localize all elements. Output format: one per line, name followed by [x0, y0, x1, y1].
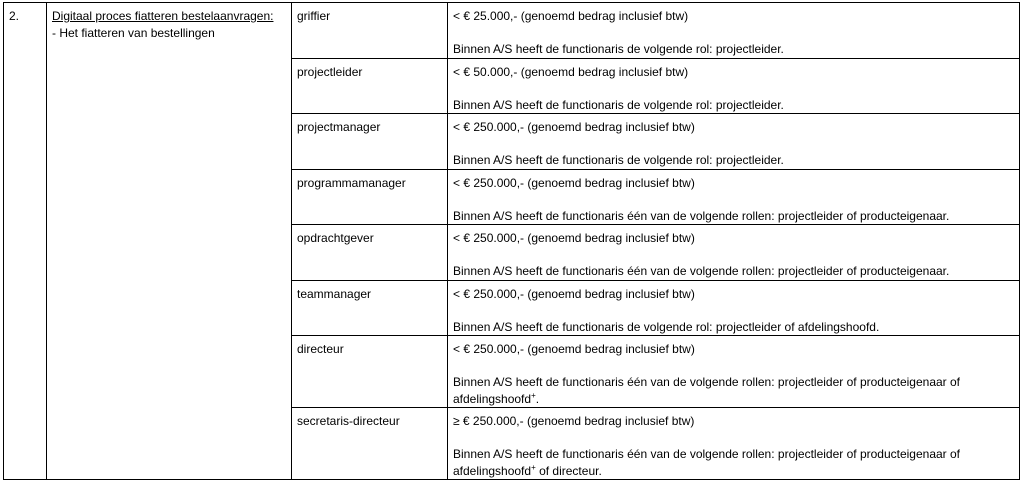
role-note: Binnen A/S heeft de functionaris één van de volgende rollen: projectleider of producteigenaar. — [453, 264, 950, 278]
role-note-continued: afdelingshoofd+. — [453, 390, 540, 406]
amount-cell — [448, 58, 1020, 114]
role-note: Binnen A/S heeft de functionaris de volgende rol: projectleider. — [453, 153, 784, 167]
table-row — [4, 3, 1020, 59]
amount-limit: < € 250.000,- (genoemd bedrag inclusief btw) — [453, 231, 695, 245]
mandate-table — [3, 2, 1020, 480]
role-name: secretaris-directeur — [297, 414, 400, 428]
role-note: Binnen A/S heeft de functionaris de volgende rol: projectleider. — [453, 42, 784, 56]
process-subtitle: - Het fiatteren van bestellingen — [52, 25, 215, 40]
role-cell — [292, 408, 448, 480]
role-cell — [292, 280, 448, 336]
amount-limit: < € 250.000,- (genoemd bedrag inclusief btw) — [453, 342, 695, 356]
role-name: projectleider — [297, 64, 363, 79]
amount-limit: < € 50.000,- (genoemd bedrag inclusief btw) — [453, 64, 689, 79]
amount-limit: < € 250.000,- (genoemd bedrag inclusief btw) — [453, 120, 695, 134]
role-cell — [292, 3, 448, 59]
role-cell — [292, 336, 448, 408]
role-name: griffier — [297, 9, 331, 23]
amount-limit: < € 25.000,- (genoemd bedrag inclusief btw) — [453, 9, 689, 23]
role-note: Binnen A/S heeft de functionaris één van de volgende rollen: projectleider of producteigenaar. — [453, 208, 950, 223]
amount-cell — [448, 408, 1020, 480]
amount-cell — [448, 280, 1020, 336]
amount-limit: < € 250.000,- (genoemd bedrag inclusief btw) — [453, 175, 695, 190]
amount-cell — [448, 3, 1020, 59]
amount-limit: ≥ € 250.000,- (genoemd bedrag inclusief btw) — [453, 414, 695, 428]
role-name: teammanager — [297, 286, 372, 301]
amount-cell — [448, 225, 1020, 281]
role-cell — [292, 169, 448, 225]
process-title: Digitaal proces fiatteren bestelaanvragen: — [52, 9, 274, 23]
footnote-mark: + — [531, 462, 536, 472]
amount-cell — [448, 169, 1020, 225]
role-note: Binnen A/S heeft de functionaris de volgende rol: projectleider of afdelingshoofd. — [453, 319, 880, 334]
amount-limit: < € 250.000,- (genoemd bedrag inclusief btw) — [453, 286, 695, 301]
amount-cell — [448, 114, 1020, 170]
role-note-continued: afdelingshoofd+ of directeur. — [453, 462, 602, 478]
role-note: Binnen A/S heeft de functionaris één van de volgende rollen: projectleider of producteigenaar of — [453, 375, 961, 389]
role-note: Binnen A/S heeft de functionaris één van de volgende rollen: projectleider of producteigenaar of — [453, 447, 961, 461]
role-cell — [292, 114, 448, 170]
process-cell — [47, 3, 292, 480]
role-name: projectmanager — [297, 120, 381, 134]
role-name: opdrachtgever — [297, 231, 374, 245]
role-note: Binnen A/S heeft de functionaris de volgende rol: projectleider. — [453, 97, 784, 112]
amount-cell — [448, 336, 1020, 408]
role-name: programmamanager — [297, 175, 406, 190]
section-number-cell — [4, 3, 47, 480]
footnote-mark: + — [531, 390, 536, 400]
section-number: 2. — [9, 9, 20, 23]
role-cell — [292, 58, 448, 114]
role-cell — [292, 225, 448, 281]
role-name: directeur — [297, 342, 344, 356]
